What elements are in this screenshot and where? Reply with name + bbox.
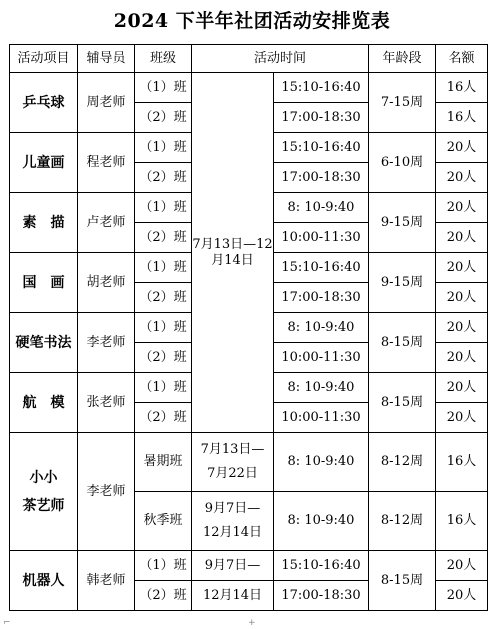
teacher-cell: 韩老师 [78,551,135,611]
date-line-cell: 12月14日 [192,581,274,611]
quota-cell: 20人 [436,313,488,343]
project-cell: 国 画 [10,253,78,313]
project-cell: 硬笔书法 [10,313,78,373]
table-row [10,73,488,103]
teacher-cell: 李老师 [78,313,135,373]
age-cell: 8-15周 [369,373,436,433]
header-age: 年龄段 [369,45,436,73]
time-cell: 10:00-11:30 [274,343,369,373]
class-cell: （2）班 [135,163,192,193]
schedule-table [9,44,488,611]
project-cell: 机器人 [10,551,78,611]
age-cell: 8-12周 [369,433,436,492]
time-cell: 15:10-16:40 [274,133,369,163]
time-cell: 10:00-11:30 [274,223,369,253]
table-row [10,551,488,581]
class-cell: （2）班 [135,103,192,133]
time-cell: 17:00-18:30 [274,103,369,133]
plus-icon: + [248,618,256,628]
quota-cell: 20人 [436,193,488,223]
time-cell: 15:10-16:40 [274,73,369,103]
date-range-cell [192,492,274,551]
age-cell: 6-10周 [369,133,436,193]
quota-cell: 20人 [436,133,488,163]
class-cell: （1）班 [135,133,192,163]
date-range-cell: 7月13日—12月14日 [192,73,274,433]
header-teacher: 辅导员 [78,45,135,73]
date-line: 7月22日 [207,466,258,481]
class-cell: （2）班 [135,283,192,313]
class-cell: （2）班 [135,581,192,611]
teacher-cell: 程老师 [78,133,135,193]
quota-cell: 20人 [436,581,488,611]
age-cell: 8-15周 [369,313,436,373]
date-line: 9月7日— [204,501,261,516]
header-row [10,45,488,73]
date-line: 12月14日 [202,525,263,540]
quota-cell: 20人 [436,373,488,403]
teacher-cell: 卢老师 [78,193,135,253]
project-line: 茶艺师 [22,497,65,514]
date-range-cell [192,433,274,492]
age-cell: 7-15周 [369,73,436,133]
class-cell: （2）班 [135,403,192,433]
class-cell: 秋季班 [135,492,192,551]
quota-cell: 20人 [436,551,488,581]
time-cell: 8: 10-9:40 [274,433,369,492]
quota-cell: 16人 [436,103,488,133]
time-cell: 15:10-16:40 [274,551,369,581]
time-cell: 8: 10-9:40 [274,313,369,343]
header-project: 活动项目 [10,45,78,73]
project-cell [10,433,78,551]
teacher-cell: 张老师 [78,373,135,433]
age-cell: 9-15周 [369,193,436,253]
class-cell: （1）班 [135,253,192,283]
class-cell: （1）班 [135,73,192,103]
teacher-cell: 李老师 [78,433,135,551]
table-row [10,433,488,492]
teacher-cell: 周老师 [78,73,135,133]
class-cell: 暑期班 [135,433,192,492]
header-time: 活动时间 [192,45,369,73]
project-cell: 乒乓球 [10,73,78,133]
quota-cell: 20人 [436,403,488,433]
age-cell: 8-15周 [369,551,436,611]
document-title: 2024 下半年社团活动安排览表 [113,10,391,32]
quota-cell: 20人 [436,253,488,283]
class-cell: （1）班 [135,313,192,343]
time-cell: 8: 10-9:40 [274,492,369,551]
quota-cell: 20人 [436,163,488,193]
quota-cell: 16人 [436,73,488,103]
age-cell: 8-12周 [369,492,436,551]
time-cell: 8: 10-9:40 [274,193,369,223]
time-cell: 8: 10-9:40 [274,373,369,403]
quota-cell: 20人 [436,283,488,313]
project-line: 小小 [29,469,58,486]
project-cell: 儿童画 [10,133,78,193]
class-cell: （2）班 [135,223,192,253]
age-cell: 9-15周 [369,253,436,313]
quota-cell: 20人 [436,343,488,373]
teacher-cell: 胡老师 [78,253,135,313]
date-line-cell: 9月7日— [192,551,274,581]
time-cell: 17:00-18:30 [274,581,369,611]
time-cell: 17:00-18:30 [274,163,369,193]
quota-cell: 16人 [436,492,488,551]
class-cell: （2）班 [135,343,192,373]
time-cell: 17:00-18:30 [274,283,369,313]
class-cell: （1）班 [135,193,192,223]
quota-cell: 20人 [436,223,488,253]
project-cell: 航 模 [10,373,78,433]
time-cell: 15:10-16:40 [274,253,369,283]
time-cell: 10:00-11:30 [274,403,369,433]
date-line: 7月13日— [200,442,265,457]
header-class: 班级 [135,45,192,73]
corner-mark-icon: ⌐ [3,618,11,628]
project-cell: 素 描 [10,193,78,253]
header-quota: 名额 [436,45,488,73]
class-cell: （1）班 [135,551,192,581]
quota-cell: 16人 [436,433,488,492]
class-cell: （1）班 [135,373,192,403]
